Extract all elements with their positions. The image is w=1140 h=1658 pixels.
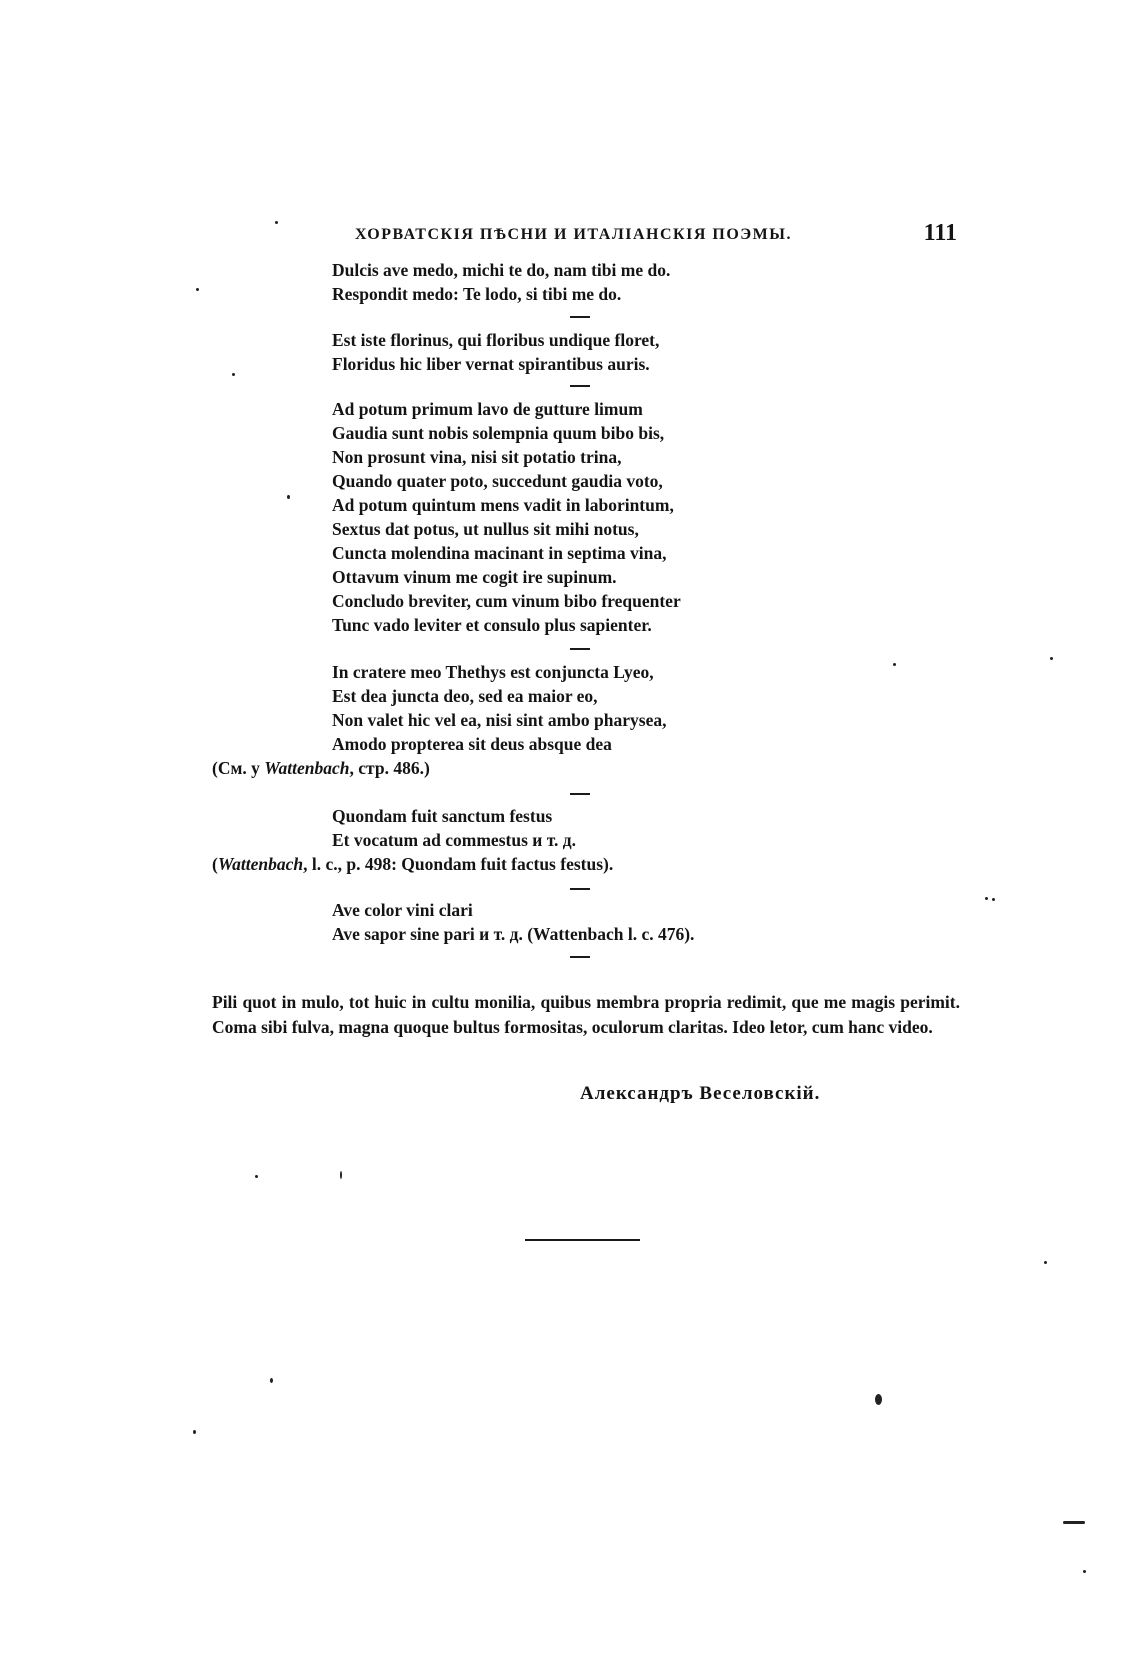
- scan-speck: [232, 373, 235, 376]
- verse-line: Gaudia sunt nobis solempnia quum bibo bis,: [332, 423, 665, 443]
- verse-line: Et vocatum ad commestus и т. д.: [332, 830, 576, 850]
- verse-line: Concludo breviter, cum vinum bibo frequenter: [332, 591, 681, 611]
- verse-line: Dulcis ave medo, michi te do, nam tibi me do.: [332, 260, 671, 280]
- scan-speck: [1044, 1261, 1047, 1264]
- verse-line: Non valet hic vel ea, nisi sint ambo pharysea,: [332, 710, 667, 730]
- scan-speck: [270, 1378, 273, 1383]
- section-dash: [570, 385, 590, 387]
- prose-paragraph: Pili quot in mulo, tot huic in cultu monilia, quibus membra propria redimit, que me magis perimit. Coma sibi fulva, magna quoque bultus formositas, oculorum claritas. Ideo letor, cum hanc video.: [212, 992, 960, 1037]
- verse-line: Ad potum quintum mens vadit in laborintum,: [332, 495, 674, 515]
- verse-line: Amodo propterea sit deus absque dea: [332, 734, 612, 754]
- scan-speck: [287, 495, 290, 499]
- scan-speck: [196, 288, 199, 291]
- verse-line: Est dea juncta deo, sed ea maior eo,: [332, 686, 598, 706]
- citation-author: Wattenbach: [264, 758, 350, 778]
- citation-author: Wattenbach: [217, 854, 304, 874]
- section-dash: [570, 648, 590, 650]
- verse-line: Sextus dat potus, ut nullus sit mihi notus,: [332, 519, 639, 539]
- verse-line: Respondit medo: Te lodo, si tibi me do.: [332, 284, 622, 304]
- scan-speck: [985, 897, 988, 900]
- citation: (См. у Wattenbach, стр. 486.): [212, 758, 430, 778]
- verse-line: Quondam fuit sanctum festus: [332, 806, 553, 826]
- scan-speck: [1050, 657, 1053, 660]
- scan-speck: [1083, 1570, 1086, 1573]
- author-signature: Александръ Веселовскій.: [580, 1083, 821, 1104]
- verse-line: Cuncta molendina macinant in septima vina,: [332, 543, 667, 563]
- page-number: 111: [923, 220, 957, 246]
- running-title: ХОРВАТСКІЯ ПѢСНИ И ИТАЛІАНСКІЯ ПОЭМЫ.: [355, 226, 792, 243]
- scan-speck: [275, 221, 278, 224]
- verse-line: Est iste florinus, qui floribus undique floret,: [332, 330, 660, 350]
- verse-line: Ave color vini clari: [332, 900, 473, 920]
- end-rule: [525, 1239, 640, 1241]
- section-dash: [570, 956, 590, 958]
- scan-speck: [875, 1394, 882, 1405]
- verse-line: Ottavum vinum me cogit ire supinum.: [332, 567, 617, 587]
- verse-line: Ad potum primum lavo de gutture limum: [332, 399, 643, 419]
- section-dash: [570, 316, 590, 318]
- citation: (Wattenbach, l. c., p. 498: Quondam fuit factus festus).: [212, 854, 614, 874]
- scan-speck: [1063, 1521, 1085, 1524]
- scan-speck: [193, 1430, 196, 1434]
- section-dash: [570, 888, 590, 890]
- verse-line: Tunc vado leviter et consulo plus sapienter.: [332, 615, 652, 635]
- section-dash: [570, 793, 590, 795]
- verse-line: Ave sapor sine pari и т. д. (Wattenbach l. c. 476).: [332, 924, 695, 944]
- verse-line: Non prosunt vina, nisi sit potatio trina,: [332, 447, 622, 467]
- scan-speck: [340, 1171, 342, 1179]
- scan-speck: [893, 663, 896, 666]
- verse-line: Quando quater poto, succedunt gaudia voto,: [332, 471, 663, 491]
- scan-speck: [255, 1175, 258, 1178]
- verse-line: Floridus hic liber vernat spirantibus auris.: [332, 354, 650, 374]
- verse-line: In cratere meo Thethys est conjuncta Lyeo,: [332, 662, 654, 682]
- page-header: [355, 222, 965, 252]
- scan-speck: [992, 898, 995, 901]
